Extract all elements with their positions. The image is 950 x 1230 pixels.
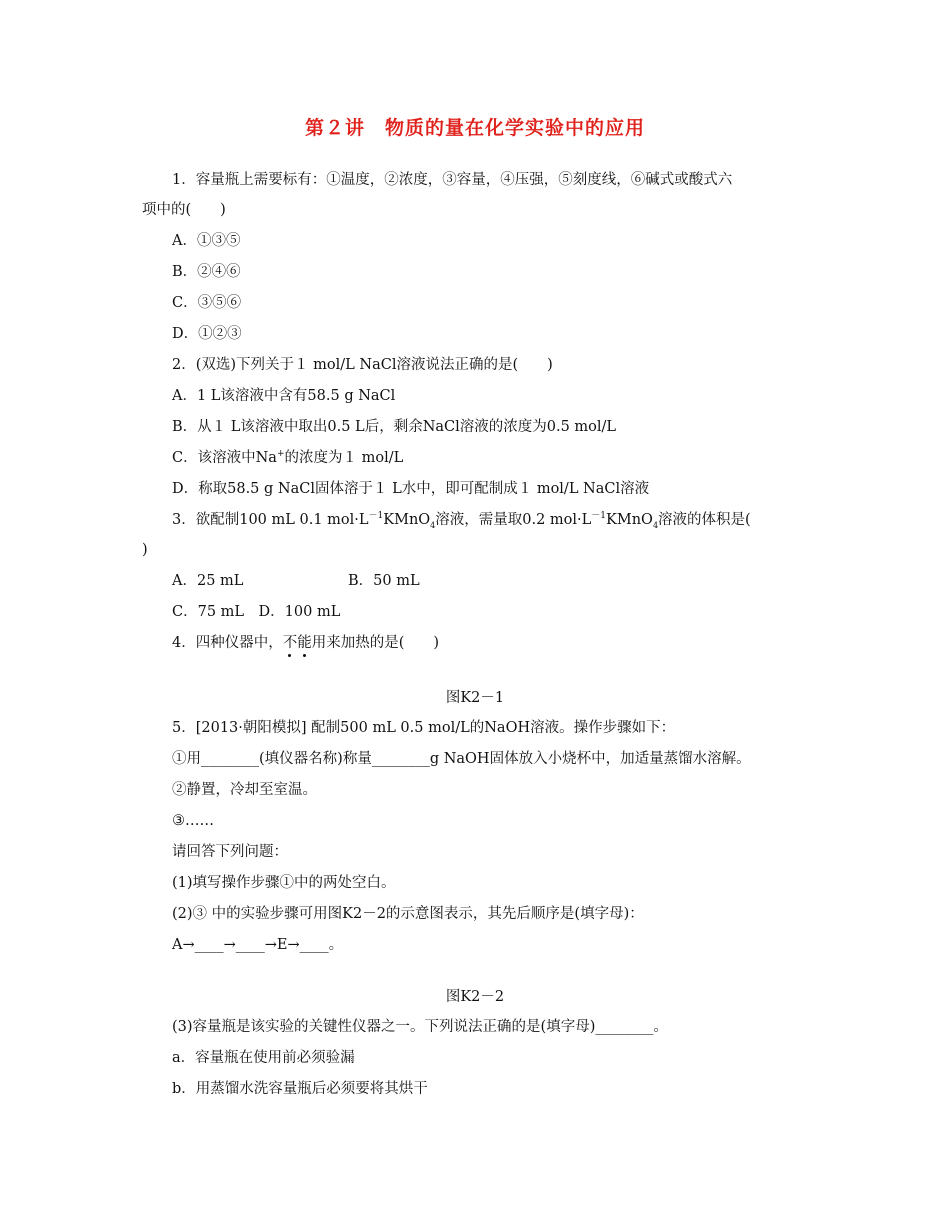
q5-step2: ②静置，冷却至室温。 bbox=[172, 782, 317, 798]
q3-sub1: 4 bbox=[430, 520, 436, 530]
q3-p3: 溶液，需量取0.2 mol·L bbox=[435, 512, 592, 528]
q3-option-cd: C．75 mL D．100 mL bbox=[172, 604, 341, 620]
figure-caption-k2-2: 图K2－2 bbox=[445, 989, 505, 1005]
q2-option-c bbox=[172, 448, 403, 468]
q1-option-c: C．③⑤⑥ bbox=[172, 295, 242, 311]
q5-step3: ③…… bbox=[172, 813, 214, 829]
q2-stem: 2．(双选)下列关于１ mol/L NaCl溶液说法正确的是( ) bbox=[172, 357, 553, 373]
q3-p4: KMnO bbox=[606, 512, 653, 528]
q3-sup2: －1 bbox=[591, 511, 607, 522]
q5-step1: ①用________(填仪器名称)称量________g NaOH固体放入小烧杯中，加适量蒸馏水溶解。 bbox=[172, 751, 751, 767]
q2-option-a: A．1 L该溶液中含有58.5 g NaCl bbox=[172, 388, 396, 404]
q1-stem-line1: 1．容量瓶上需要标有：①温度，②浓度，③容量，④压强，⑤刻度线，⑥碱式或酸式六 bbox=[172, 172, 733, 188]
q5-option-a: a．容量瓶在使用前必须验漏 bbox=[172, 1050, 355, 1066]
q1-option-a: A．①③⑤ bbox=[172, 233, 241, 249]
q3-p5: 溶液的体积是( bbox=[658, 512, 751, 528]
q3-p1: 3．欲配制100 mL 0.1 mol·L bbox=[172, 512, 369, 528]
q4-emphasis-2: 能 bbox=[297, 635, 312, 651]
page-title: 第２讲 物质的量在化学实验中的应用 bbox=[304, 117, 645, 139]
q5-sub3: (3)容量瓶是该实验的关键性仪器之一。下列说法正确的是(填字母)________。 bbox=[172, 1019, 668, 1035]
q4-emphasis-1: 不 bbox=[282, 635, 298, 651]
q3-p2: KMnO bbox=[383, 512, 431, 528]
q3-sup1: －1 bbox=[368, 511, 384, 522]
q3-stem-line1 bbox=[172, 510, 751, 530]
q5-prompt: 请回答下列问题： bbox=[172, 844, 288, 860]
q5-stem: 5．[2013·朝阳模拟] 配制500 mL 0.5 mol/L的NaOH溶液。操作步骤如下： bbox=[172, 720, 676, 736]
q3-option-b: B．50 mL bbox=[348, 573, 420, 589]
q5-sequence: A→____→____→E→____。 bbox=[172, 937, 344, 953]
q4-post: 用来加热的是( ) bbox=[311, 635, 440, 651]
q3-option-a: A．25 mL bbox=[172, 573, 244, 589]
q1-option-d: D．①②③ bbox=[172, 326, 242, 342]
q2-option-c-post: 的浓度为１ mol/L bbox=[284, 450, 404, 466]
q5-sub2: (2)③ 中的实验步骤可用图K2－2的示意图表示，其先后顺序是(填字母)： bbox=[172, 906, 644, 922]
q2-option-c-sup: + bbox=[276, 449, 285, 460]
q4-pre: 4．四种仪器中， bbox=[172, 635, 283, 651]
q2-option-c-pre: C．该溶液中Na bbox=[172, 450, 277, 466]
q1-stem-line2: 项中的( ) bbox=[142, 202, 226, 218]
q4-stem bbox=[172, 633, 439, 653]
q2-option-d: D．称取58.5 g NaCl固体溶于１ L水中，即可配制成１ mol/L NaCl溶液 bbox=[172, 481, 650, 497]
figure-caption-k2-1: 图K2－1 bbox=[445, 690, 505, 706]
q5-sub1: (1)填写操作步骤①中的两处空白。 bbox=[172, 875, 396, 891]
q2-option-b: B．从１ L该溶液中取出0.5 L后，剩余NaCl溶液的浓度为0.5 mol/L bbox=[172, 419, 617, 435]
q1-option-b: B．②④⑥ bbox=[172, 264, 241, 280]
q3-sub2: 4 bbox=[652, 520, 659, 530]
q5-option-b: b．用蒸馏水洗容量瓶后必须要将其烘干 bbox=[172, 1081, 428, 1097]
q3-stem-line2: ) bbox=[142, 542, 148, 558]
